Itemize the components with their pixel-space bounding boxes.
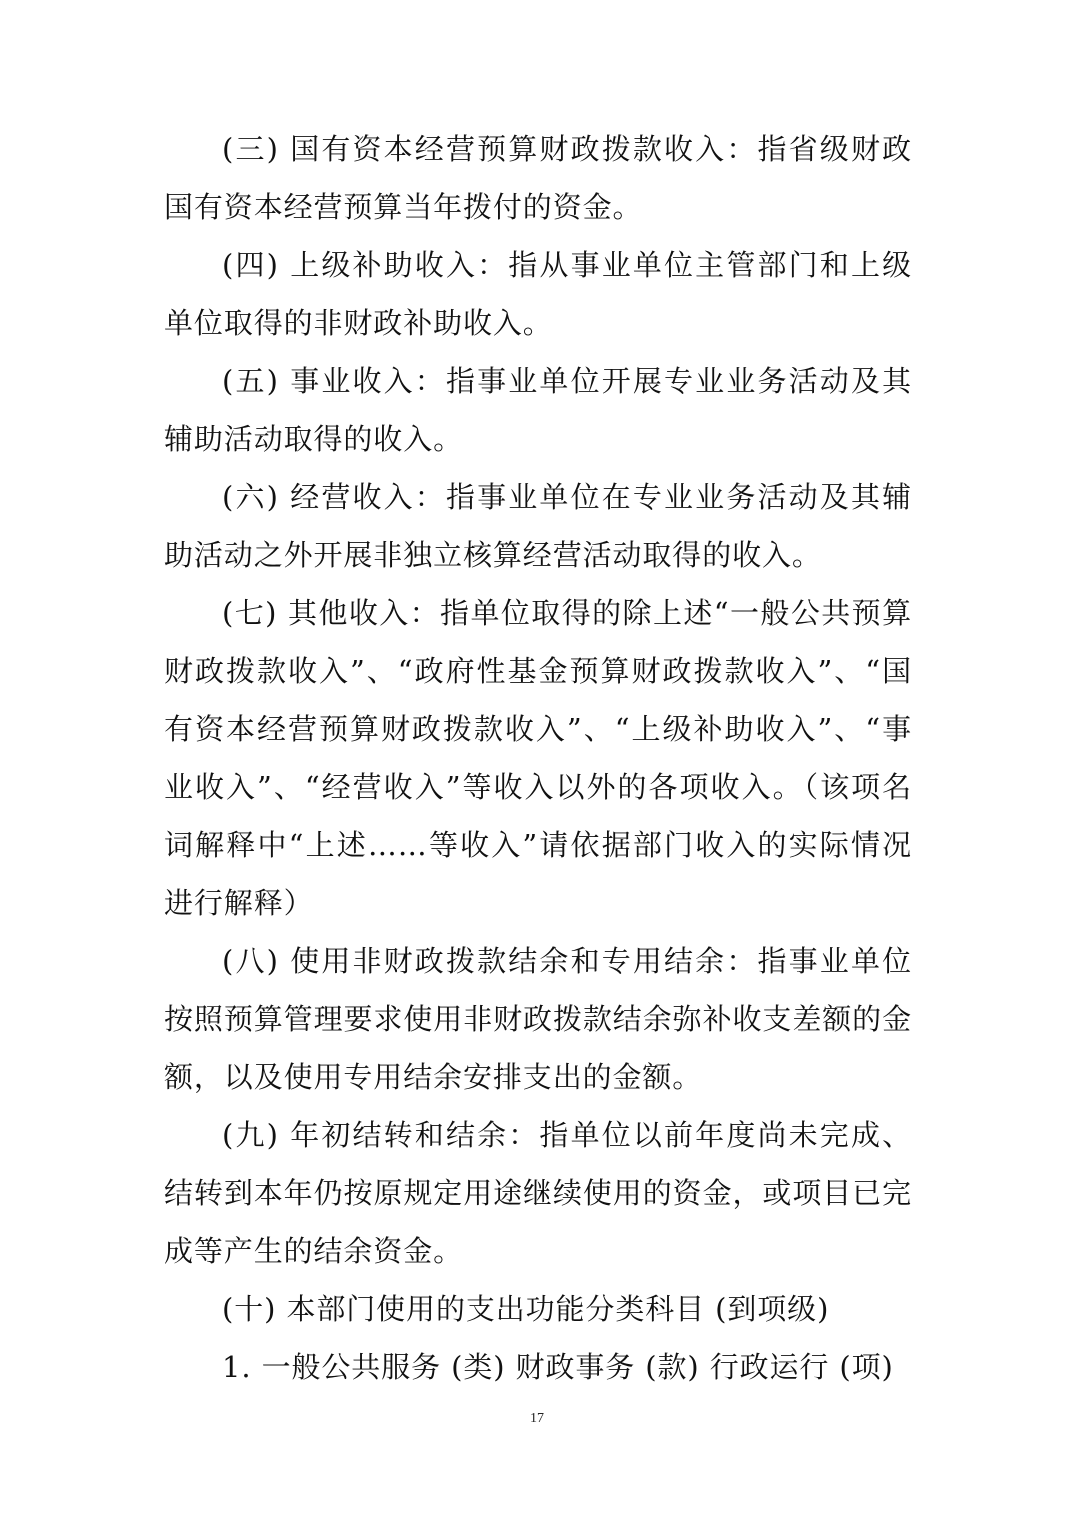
page-number: 17 [530, 1411, 544, 1426]
paragraph-operating-revenue: (六) 经营收入：指事业单位在专业业务活动及其辅助活动之外开展非独立核算经营活动取得的收入。 [164, 480, 912, 572]
document-body [164, 120, 912, 1396]
paragraph-general-public-services: 1. 一般公共服务 (类) 财政事务 (款) 行政运行 (项) [222, 1350, 894, 1384]
paragraph-non-fiscal-balance: (八) 使用非财政拨款结余和专用结余：指事业单位按照预算管理要求使用非财政拨款结余弥补收支差额的金额，以及使用专用结余安排支出的金额。 [164, 944, 912, 1094]
paragraph-other-revenue: (七) 其他收入：指单位取得的除上述“一般公共预算财政拨款收入”、“政府性基金预算财政拨款收入”、“国有资本经营预算财政拨款收入”、“上级补助收入”、“事业收入”、“经营收入”等收入以外的各项收入。（该项名词解释中“上述……等收入”请依据部门收入的实际情况进行解释） [164, 596, 912, 920]
paragraph-higher-level-subsidy: (四) 上级补助收入：指从事业单位主管部门和上级单位取得的非财政补助收入。 [164, 248, 912, 340]
paragraph-expenditure-classification: (十) 本部门使用的支出功能分类科目 (到项级) [222, 1292, 830, 1326]
paragraph-business-revenue: (五) 事业收入：指事业单位开展专业业务活动及其辅助活动取得的收入。 [164, 364, 912, 456]
paragraph-carryover-balance: (九) 年初结转和结余：指单位以前年度尚未完成、结转到本年仍按原规定用途继续使用的资金，或项目已完成等产生的结余资金。 [164, 1118, 912, 1268]
paragraph-state-capital-revenue: (三) 国有资本经营预算财政拨款收入：指省级财政国有资本经营预算当年拨付的资金。 [164, 132, 912, 224]
